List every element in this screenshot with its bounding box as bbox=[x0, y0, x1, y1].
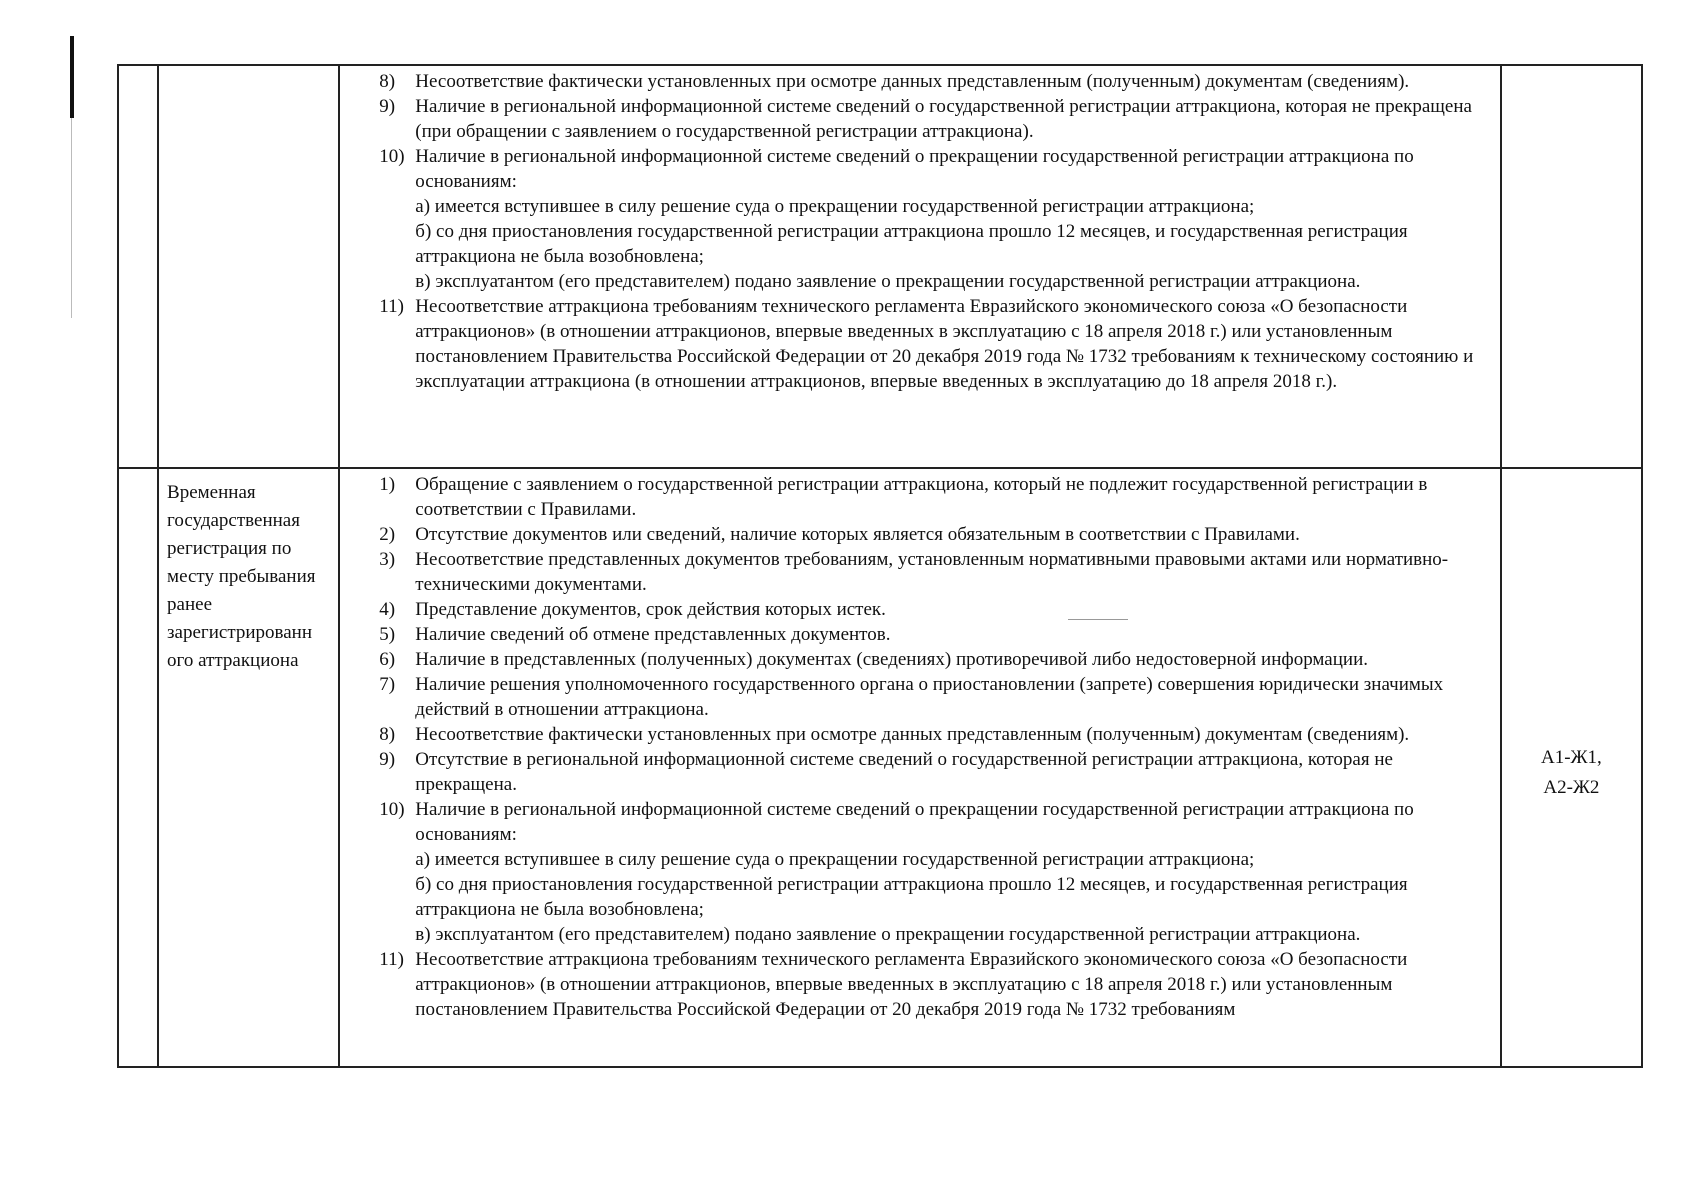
item-text: Несоответствие фактически установленных при осмотре данных представленным (полученным) документам (сведениям). bbox=[415, 724, 1410, 745]
list-item bbox=[379, 597, 1486, 622]
index-cell bbox=[118, 468, 158, 1067]
list-item bbox=[379, 672, 1486, 722]
result-code: А2-Ж2 bbox=[1543, 776, 1600, 798]
list-item bbox=[379, 144, 1486, 294]
list-item bbox=[379, 647, 1486, 672]
grounds-table bbox=[117, 64, 1643, 1068]
list-item bbox=[379, 747, 1486, 797]
item-number: 11) bbox=[379, 949, 404, 970]
sub-item-text: б) со дня приостановления государственной регистрации аттракциона прошло 12 месяцев, и государственная регистрация аттракциона не была возобновлена; bbox=[415, 874, 1408, 920]
procedure-name-line: регистрация по bbox=[167, 538, 292, 559]
procedure-name-cell bbox=[158, 65, 339, 468]
procedure-name-line: ого аттракциона bbox=[167, 650, 299, 671]
refusal-grounds-cell bbox=[339, 65, 1501, 468]
item-text: Обращение с заявлением о государственной регистрации аттракциона, который не подлежит государственной регистрации в соответствии с Правилами. bbox=[415, 474, 1428, 520]
sub-item-text: а) имеется вступившее в силу решение суда о прекращении государственной регистрации аттракциона; bbox=[415, 196, 1255, 217]
list-item bbox=[379, 522, 1486, 547]
refusal-grounds-list bbox=[379, 69, 1486, 394]
table-row-temporary-registration bbox=[118, 468, 1642, 1067]
item-number: 10) bbox=[379, 146, 405, 167]
item-number: 2) bbox=[379, 524, 396, 545]
result-code: А1-Ж1, bbox=[1540, 746, 1602, 768]
item-text: Наличие решения уполномоченного государственного органа о приостановлении (запрете) совершения юридически значимых действий в отношении аттракциона. bbox=[415, 674, 1444, 720]
procedure-name-line: ранее bbox=[167, 594, 213, 615]
item-text: Наличие в региональной информационной системе сведений о прекращении государственной регистрации аттракциона по основаниям: bbox=[415, 799, 1414, 845]
sub-item-text: в) эксплуатантом (его представителем) подано заявление о прекращении государственной регистрации аттракциона. bbox=[415, 924, 1361, 945]
list-item bbox=[379, 797, 1486, 947]
sub-item-text: в) эксплуатантом (его представителем) подано заявление о прекращении государственной регистрации аттракциона. bbox=[415, 271, 1361, 292]
list-item bbox=[379, 94, 1486, 144]
item-text: Несоответствие аттракциона требованиям технического регламента Евразийского экономического союза «О безопасности аттракционов» (в отношении аттракционов, впервые введенных в эксплуатацию с 18 апреля 2018 г.) или установленным постановлением Правительства Российской Федерации от 20 декабря 2019 года № 1732 требованиям к техническому состоянию и эксплуатации аттракциона (в отношении аттракционов, впервые введенных в эксплуатацию до 18 апреля 2018 г.). bbox=[415, 296, 1474, 392]
list-item bbox=[379, 947, 1486, 1022]
item-text: Несоответствие аттракциона требованиям технического регламента Евразийского экономического союза «О безопасности аттракционов» (в отношении аттракционов, впервые введенных в эксплуатацию с 18 апреля 2018 г.) или установленным постановлением Правительства Российской Федерации от 20 декабря 2019 года № 1732 требованиям bbox=[415, 949, 1408, 1020]
list-item bbox=[379, 294, 1486, 394]
item-text: Отсутствие в региональной информационной системе сведений о государственной регистрации аттракциона, которая не прекращена. bbox=[415, 749, 1393, 795]
procedure-name-cell bbox=[158, 468, 339, 1067]
item-number: 9) bbox=[379, 96, 396, 117]
item-number: 3) bbox=[379, 549, 396, 570]
code-cell bbox=[1501, 65, 1642, 468]
item-number: 1) bbox=[379, 474, 396, 495]
procedure-name-line: месту пребывания bbox=[167, 566, 316, 587]
list-item bbox=[379, 472, 1486, 522]
item-number: 7) bbox=[379, 674, 396, 695]
list-item bbox=[379, 69, 1486, 94]
item-text: Наличие сведений об отмене представленных документов. bbox=[415, 624, 891, 645]
item-text: Несоответствие представленных документов требованиям, установленным нормативными правовыми актами или нормативно-техническими документами. bbox=[415, 549, 1449, 595]
item-text: Отсутствие документов или сведений, наличие которых является обязательным в соответствии с Правилами. bbox=[415, 524, 1300, 545]
binding-mark bbox=[70, 36, 74, 118]
item-text: Несоответствие фактически установленных при осмотре данных представленным (полученным) документам (сведениям). bbox=[415, 71, 1410, 92]
item-number: 8) bbox=[379, 724, 396, 745]
item-number: 10) bbox=[379, 799, 405, 820]
procedure-name-line: Временная bbox=[167, 482, 256, 503]
item-number: 5) bbox=[379, 624, 396, 645]
item-number: 9) bbox=[379, 749, 396, 770]
binding-mark-trace bbox=[71, 118, 72, 318]
code-cell bbox=[1501, 468, 1642, 1067]
item-number: 8) bbox=[379, 71, 396, 92]
item-number: 6) bbox=[379, 649, 396, 670]
procedure-name-line: зарегистрированн bbox=[167, 622, 313, 643]
procedure-name bbox=[167, 479, 334, 675]
item-text: Наличие в представленных (полученных) документах (сведениях) противоречивой либо недостоверной информации. bbox=[415, 649, 1368, 670]
list-item bbox=[379, 622, 1486, 647]
item-text: Наличие в региональной информационной системе сведений о государственной регистрации аттракциона, которая не прекращена (при обращении с заявлением о государственной регистрации аттракциона). bbox=[415, 96, 1472, 142]
procedure-name-line: государственная bbox=[167, 510, 300, 531]
index-cell bbox=[118, 65, 158, 468]
list-item bbox=[379, 722, 1486, 747]
sub-item-text: а) имеется вступившее в силу решение суда о прекращении государственной регистрации аттракциона; bbox=[415, 849, 1255, 870]
item-text: Представление документов, срок действия которых истек. bbox=[415, 599, 886, 620]
sub-item-text: б) со дня приостановления государственной регистрации аттракциона прошло 12 месяцев, и государственная регистрация аттракциона не была возобновлена; bbox=[415, 221, 1408, 267]
list-item bbox=[379, 547, 1486, 597]
table-row-continued bbox=[118, 65, 1642, 468]
refusal-grounds-list bbox=[379, 472, 1486, 1022]
scan-artifact bbox=[1068, 619, 1128, 620]
item-text: Наличие в региональной информационной системе сведений о прекращении государственной регистрации аттракциона по основаниям: bbox=[415, 146, 1414, 192]
item-number: 4) bbox=[379, 599, 396, 620]
item-number: 11) bbox=[379, 296, 404, 317]
refusal-grounds-cell bbox=[339, 468, 1501, 1067]
